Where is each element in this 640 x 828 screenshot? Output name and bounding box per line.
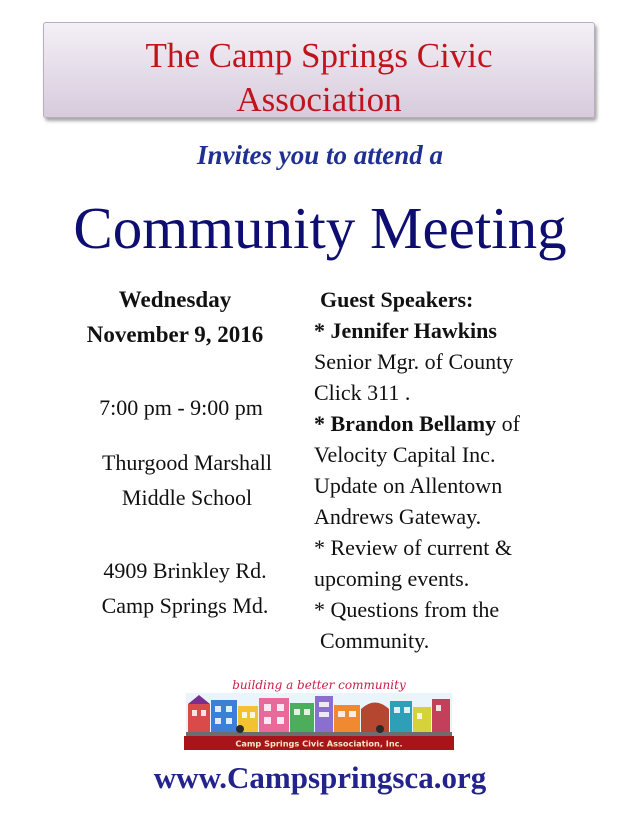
speaker2-line2: Update on Allentown <box>314 473 503 498</box>
event-date: November 9, 2016 <box>86 322 264 347</box>
association-logo <box>180 676 458 752</box>
header-banner <box>43 22 595 118</box>
venue-line2: Middle School <box>121 485 253 510</box>
speaker1-name-line <box>314 315 614 346</box>
item4-line2: Community. <box>320 628 430 653</box>
logo-banner-text: Camp Springs Civic Association, Inc. <box>235 738 403 749</box>
speaker1-line1: Senior Mgr. of County <box>314 349 514 374</box>
event-details <box>40 282 310 623</box>
bullet: * <box>314 411 331 436</box>
item3-line1: * Review of current & <box>314 535 512 560</box>
venue-line1: Thurgood Marshall <box>101 450 273 475</box>
invite-text: Invites you to attend a <box>196 140 443 170</box>
speaker2-line3: Andrews Gateway. <box>314 504 482 529</box>
event-time: 7:00 pm - 9:00 pm <box>99 395 263 420</box>
website-link[interactable]: www.Campspringsca.org <box>153 760 487 795</box>
guest-speakers <box>314 284 614 656</box>
logo-slogan: building a better community <box>232 678 406 692</box>
speaker1-line2: Click 311 . <box>314 380 411 405</box>
speakers-heading: Guest Speakers: <box>320 287 474 312</box>
item4-line1: * Questions from the <box>314 597 500 622</box>
header-title-line1: The Camp Springs Civic <box>145 36 493 75</box>
speaker2-suffix: of <box>496 411 520 436</box>
meeting-title: Community Meeting <box>73 195 567 261</box>
event-day: Wednesday <box>118 287 232 312</box>
address-line2: Camp Springs Md. <box>101 593 269 618</box>
speaker2-name-line <box>314 408 614 439</box>
address-line1: 4909 Brinkley Rd. <box>103 558 267 583</box>
speaker1-name: Jennifer Hawkins <box>330 318 497 343</box>
bullet: * <box>314 318 331 343</box>
speaker2-line1: Velocity Capital Inc. <box>314 442 496 467</box>
header-title-line2: Association <box>236 80 402 119</box>
item3-line2: upcoming events. <box>314 566 470 591</box>
speaker2-name: Brandon Bellamy <box>330 411 497 436</box>
